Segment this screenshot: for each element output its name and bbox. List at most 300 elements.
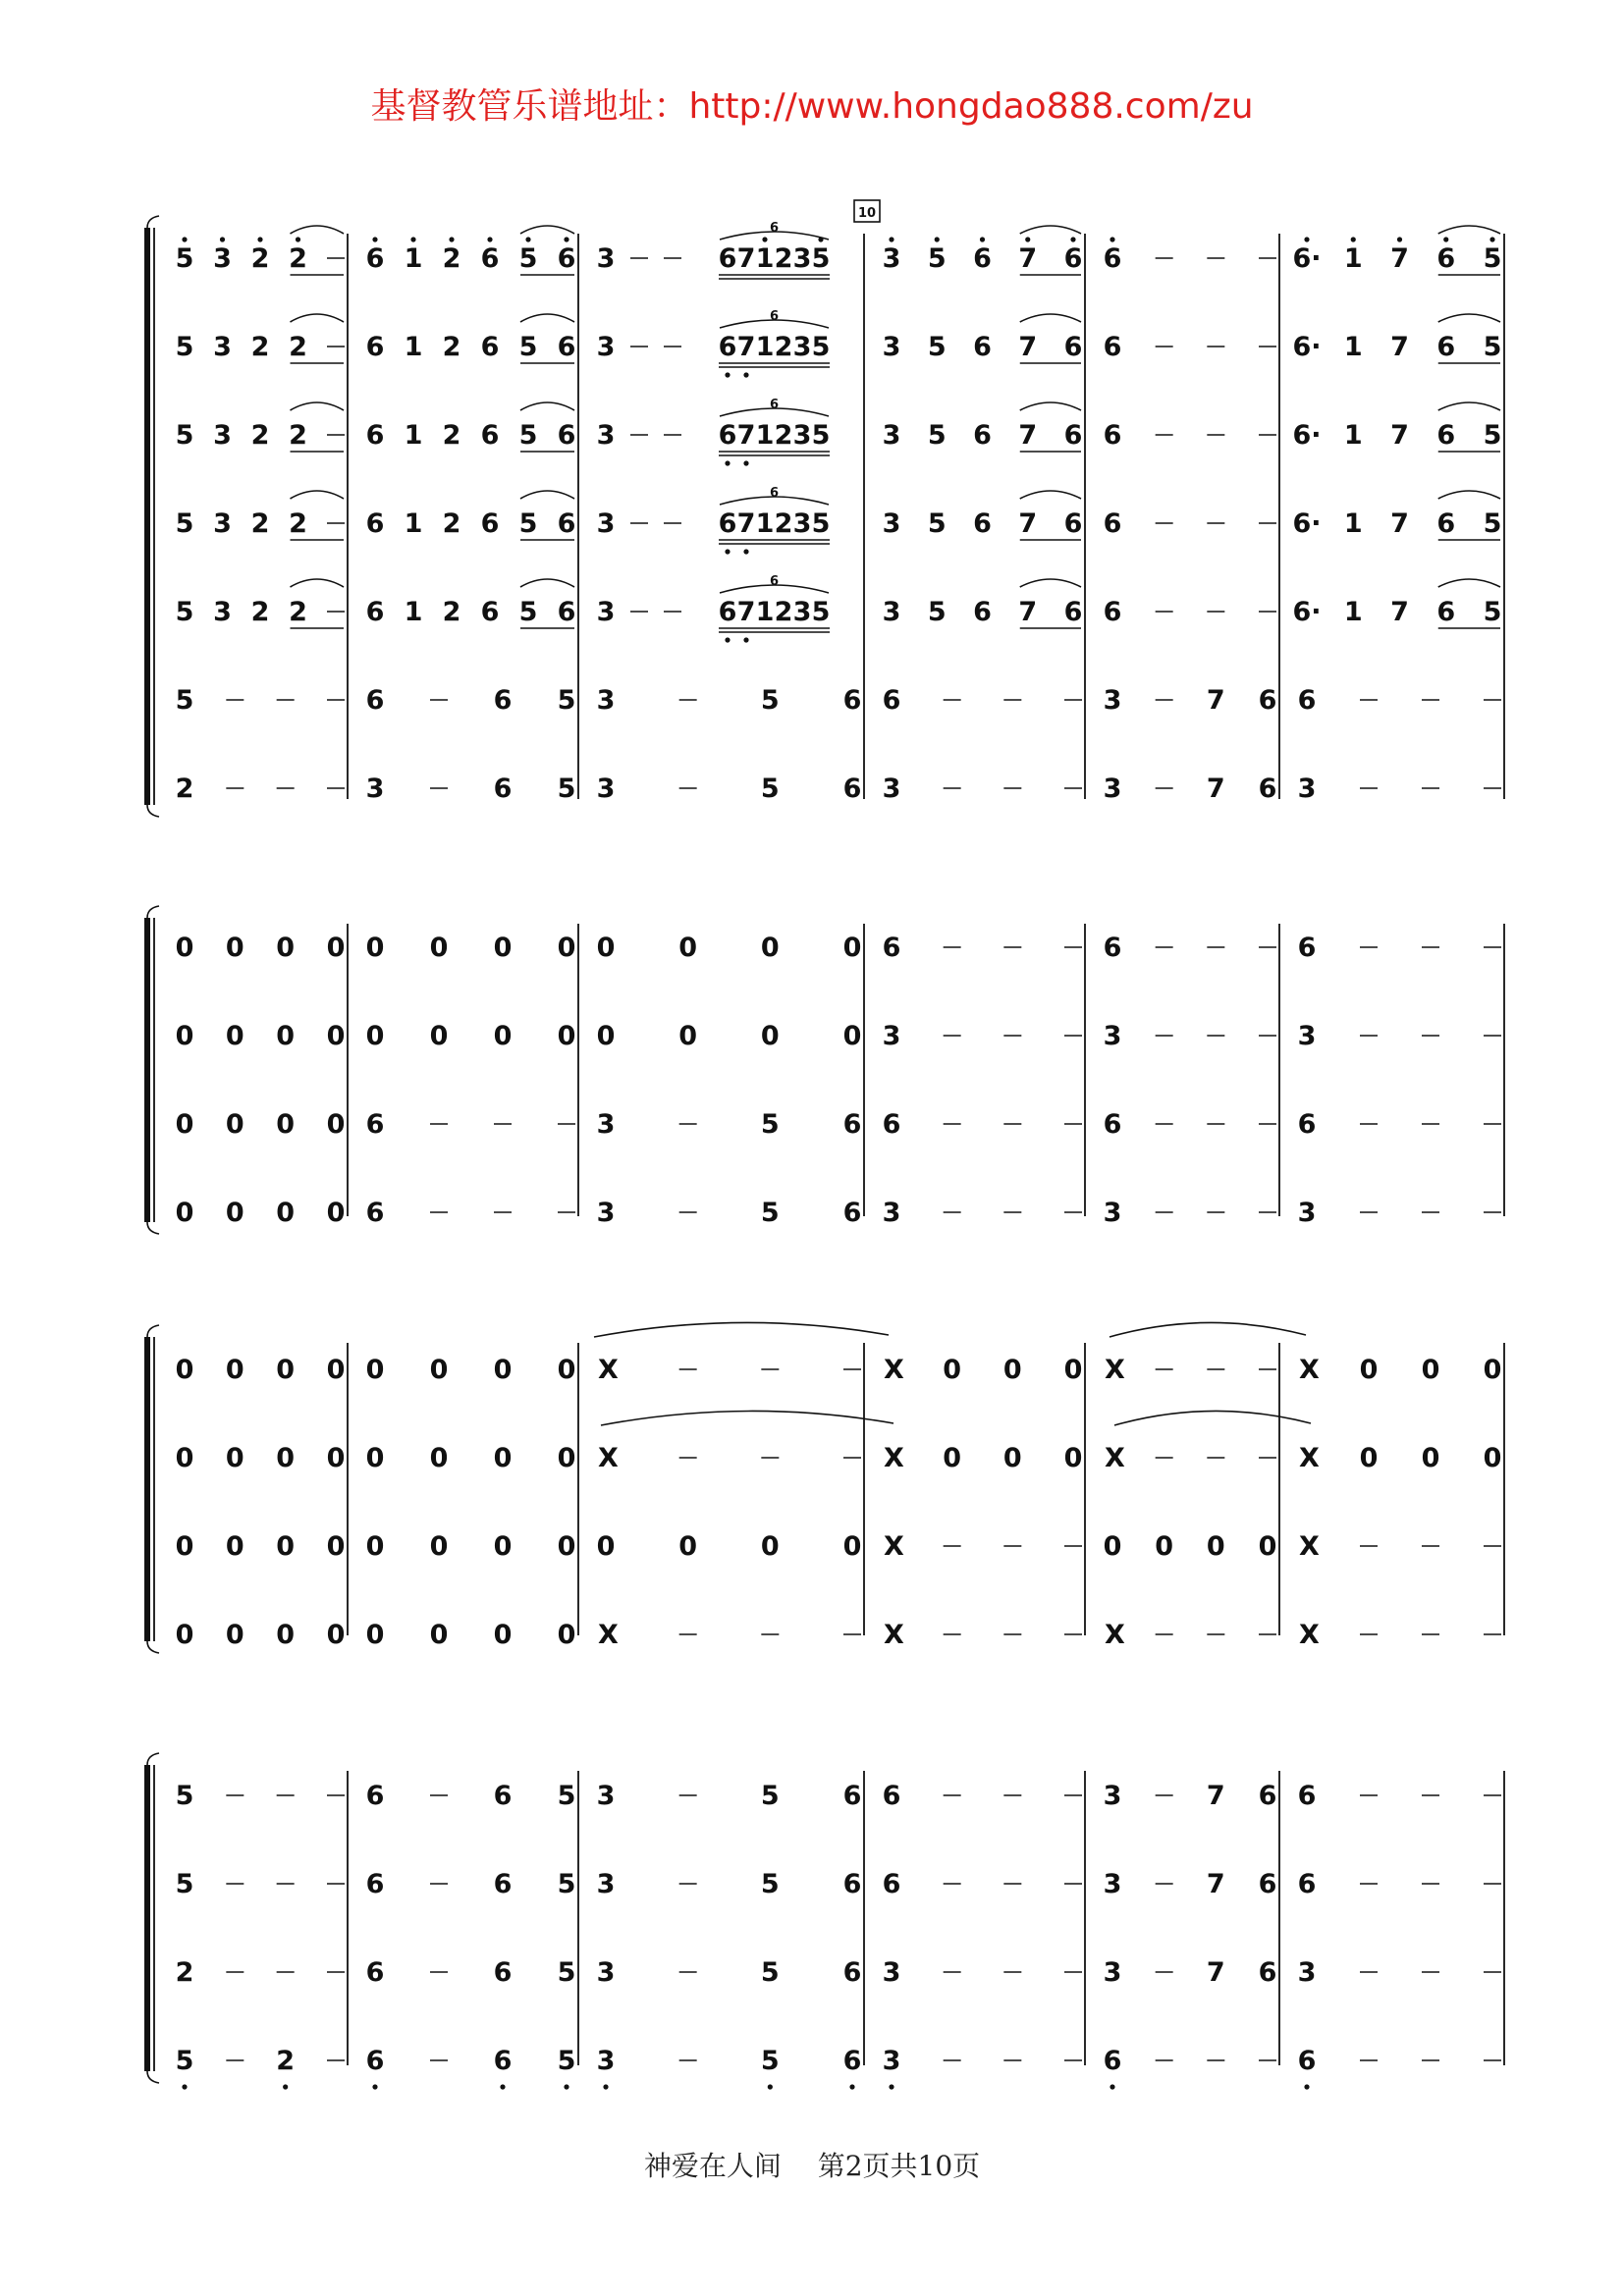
slur (1438, 579, 1500, 587)
measure (597, 1781, 862, 1811)
barlines (348, 1771, 1504, 2065)
note-digit: 6 (1258, 685, 1277, 716)
note-digit: 0 (365, 1620, 385, 1650)
slur (291, 491, 345, 499)
note-digit: 0 (225, 1109, 244, 1140)
note-digit: 7 (736, 332, 756, 362)
measure (176, 1957, 345, 1988)
note-digit: 5 (760, 1198, 780, 1228)
note-digit: 0 (175, 1198, 194, 1228)
slur (1438, 491, 1500, 499)
note-digit: 6 (718, 243, 737, 274)
staff-row (176, 1443, 1502, 1473)
note-digit: 0 (1483, 1355, 1502, 1385)
measure (176, 314, 345, 363)
note-digit: 0 (1063, 1443, 1083, 1473)
note-digit: 1 (404, 508, 423, 539)
note-digit: 6 (1103, 508, 1122, 539)
note-digit: 6 (557, 597, 576, 627)
note-digit: 0 (276, 933, 296, 963)
measure (597, 685, 862, 716)
note-digit: 0 (276, 1355, 296, 1385)
note-digit: 5 (1483, 508, 1502, 539)
note-digit: 0 (557, 1021, 576, 1051)
note-digit: 0 (175, 1109, 194, 1140)
measure (1104, 597, 1276, 627)
note-digit: 3 (596, 1957, 616, 1988)
system-3 (176, 1355, 1502, 1650)
percussion-x-note: X (1299, 1443, 1320, 1473)
note-digit: 1 (404, 597, 423, 627)
measure (176, 933, 346, 963)
note-digit: 5 (1483, 332, 1502, 362)
note-digit: 3 (596, 597, 616, 627)
measure (1298, 933, 1501, 963)
note-digit: 3 (792, 597, 812, 627)
note-digit: 2 (774, 243, 793, 274)
note-digit: 6 (365, 685, 385, 716)
measure (366, 1198, 575, 1228)
note-digit: 6 (365, 420, 385, 451)
note-digit: 6 (718, 508, 737, 539)
note-digit: 3 (882, 774, 901, 804)
measure (1298, 774, 1501, 804)
note-digit: 0 (557, 933, 576, 963)
note-digit: 6 (842, 774, 862, 804)
measure (883, 226, 1083, 275)
note-digit: 7 (1206, 1869, 1225, 1899)
note-digit: 0 (326, 1021, 346, 1051)
note-digit: 7 (1390, 332, 1409, 362)
note-digit: 3 (792, 332, 812, 362)
note-digit: 6 (480, 597, 500, 627)
measure (1298, 2046, 1501, 2090)
note-digit: 5 (557, 774, 576, 804)
staff-row (176, 1781, 1501, 1811)
note-digit: 2 (289, 332, 307, 362)
note-digit: 0 (225, 1620, 244, 1650)
note-digit: 6 (557, 420, 576, 451)
staff-row (176, 1869, 1501, 1899)
note-digit: 5 (811, 243, 831, 274)
note-digit: 0 (326, 1198, 346, 1228)
note-digit: 1 (755, 597, 775, 627)
note-digit: 7 (1018, 332, 1038, 362)
note-digit: 0 (175, 1531, 194, 1562)
note-digit: 5 (175, 508, 194, 539)
note-digit: 6 (718, 332, 737, 362)
note-digit: 2 (289, 420, 307, 451)
note-digit: 2 (289, 508, 307, 539)
note-digit: 6 (1436, 243, 1456, 274)
note-digit: 3 (596, 1781, 616, 1811)
note-digit: 0 (1421, 1355, 1440, 1385)
slur (520, 579, 574, 587)
measure (176, 1443, 346, 1473)
measure (884, 1443, 1082, 1473)
note-digit: 7 (736, 243, 756, 274)
staff-row (176, 774, 1501, 804)
staff-row (176, 1957, 1501, 1988)
note-digit: 7 (1206, 774, 1225, 804)
note-digit: 3 (1297, 1021, 1317, 1051)
measure (366, 579, 576, 628)
system-bracket (147, 1753, 159, 2083)
note-digit: 0 (175, 1021, 194, 1051)
note-digit: 0 (493, 1443, 513, 1473)
note-digit: 5 (557, 1781, 576, 1811)
note-digit: 0 (175, 1443, 194, 1473)
note-digit: 2 (774, 332, 793, 362)
tuplet-label: 6 (769, 486, 780, 501)
slur (520, 314, 574, 322)
note-digit: 5 (175, 420, 194, 451)
note-digit: 1 (755, 243, 775, 274)
note-digit: 6 (718, 597, 737, 627)
staff-row (176, 309, 1502, 378)
note-digit: 6· (1292, 420, 1322, 451)
note-digit: 5 (927, 508, 947, 539)
note-digit: 6 (1297, 685, 1317, 716)
measure (176, 1109, 346, 1140)
note-digit: 0 (557, 1531, 576, 1562)
note-digit: 0 (557, 1620, 576, 1650)
note-digit: 2 (774, 420, 793, 451)
note-digit: 0 (1155, 1531, 1174, 1562)
note-digit: 3 (882, 1198, 901, 1228)
measure (1104, 2046, 1276, 2090)
note-digit: 0 (1359, 1443, 1379, 1473)
slur (291, 314, 345, 322)
note-digit: 0 (1483, 1443, 1502, 1473)
song-title: 神爱在人间 (643, 2150, 782, 2182)
note-digit: 5 (760, 1957, 780, 1988)
staff-row (176, 221, 1502, 279)
note-digit: 6 (842, 2046, 862, 2076)
note-digit: 3 (882, 1957, 901, 1988)
system-1 (176, 221, 1502, 804)
measure (1292, 402, 1501, 452)
note-digit: 1 (404, 420, 423, 451)
note-digit: 0 (596, 933, 616, 963)
measure (883, 1198, 1082, 1228)
note-digit: 5 (175, 243, 194, 274)
note-digit: 6 (1063, 597, 1083, 627)
slur (1020, 314, 1081, 322)
note-digit: 6 (973, 508, 992, 539)
note-digit: 0 (365, 1021, 385, 1051)
measure (597, 1021, 862, 1051)
note-digit: 7 (736, 597, 756, 627)
measure (883, 1021, 1082, 1051)
note-digit: 6 (480, 332, 500, 362)
note-digit: 6 (842, 685, 862, 716)
note-digit: 7 (1018, 597, 1038, 627)
tuplet-label: 6 (769, 221, 780, 236)
note-digit: 5 (811, 332, 831, 362)
note-digit: 6 (973, 420, 992, 451)
note-digit: 0 (175, 1620, 194, 1650)
slur (1438, 402, 1500, 410)
note-digit: 0 (842, 933, 862, 963)
note-digit: 3 (1103, 685, 1122, 716)
slur (1020, 226, 1081, 234)
note-digit: 0 (1002, 1355, 1022, 1385)
note-digit: 6 (882, 933, 901, 963)
note-digit: 5 (760, 1109, 780, 1140)
note-digit: 0 (225, 1021, 244, 1051)
note-digit: 3 (213, 332, 232, 362)
note-digit: 2 (250, 332, 270, 362)
note-digit: 3 (792, 420, 812, 451)
note-digit: 0 (326, 1531, 346, 1562)
note-digit: 7 (1390, 420, 1409, 451)
note-digit: 0 (276, 1443, 296, 1473)
note-digit: 0 (276, 1109, 296, 1140)
measure (176, 1531, 346, 1562)
note-digit: 6· (1292, 243, 1322, 274)
note-digit: 0 (1421, 1443, 1440, 1473)
note-digit: 6 (365, 2046, 385, 2076)
note-digit: 3 (882, 2046, 901, 2076)
note-digit: 5 (1483, 597, 1502, 627)
note-digit: 6 (718, 420, 737, 451)
note-digit: 0 (596, 1021, 616, 1051)
note-digit: 0 (943, 1355, 962, 1385)
note-digit: 3 (1103, 1021, 1122, 1051)
note-digit: 6 (480, 243, 500, 274)
note-digit: 6 (1063, 508, 1083, 539)
measure (1298, 1869, 1501, 1899)
note-digit: 6 (1063, 243, 1083, 274)
measure (1104, 237, 1276, 274)
measure (884, 1531, 1082, 1562)
measure (176, 491, 345, 540)
measure (1298, 1109, 1501, 1140)
measure (597, 1869, 862, 1899)
note-digit: 0 (493, 933, 513, 963)
note-digit: 6 (1258, 1781, 1277, 1811)
note-digit: 3 (882, 420, 901, 451)
note-digit: 6 (365, 597, 385, 627)
note-digit: 6 (1436, 597, 1456, 627)
note-digit: 7 (1018, 508, 1038, 539)
note-digit: 6 (1297, 1869, 1317, 1899)
note-digit: 0 (365, 1355, 385, 1385)
note-digit: 6 (1063, 420, 1083, 451)
measure (366, 1021, 576, 1051)
note-digit: 2 (250, 420, 270, 451)
note-digit: 6 (493, 1869, 513, 1899)
measure (1104, 1781, 1277, 1811)
note-digit: 5 (518, 243, 538, 274)
measure (366, 491, 576, 540)
barlines (348, 1343, 1504, 1635)
measure (598, 1355, 861, 1385)
staff-row (176, 574, 1502, 643)
measure (1104, 1198, 1276, 1228)
measure (366, 1957, 576, 1988)
note-digit: 0 (943, 1443, 962, 1473)
note-digit: 1 (1343, 597, 1363, 627)
page-footer (0, 2145, 1624, 2184)
staff-row (176, 1620, 1501, 1650)
measure (1104, 933, 1276, 963)
measure (597, 2046, 862, 2090)
note-digit: 1 (1343, 332, 1363, 362)
note-digit: 6 (842, 1109, 862, 1140)
note-digit: 6 (973, 597, 992, 627)
note-digit: 6 (1436, 508, 1456, 539)
system-4 (176, 1781, 1501, 2090)
slur (1020, 491, 1081, 499)
note-digit: 7 (1390, 597, 1409, 627)
note-digit: 0 (1063, 1355, 1083, 1385)
note-digit: 3 (1103, 774, 1122, 804)
measure (883, 1869, 1082, 1899)
staff-row (176, 1355, 1502, 1385)
slur (520, 226, 574, 234)
measure (176, 1198, 346, 1228)
measure (176, 1620, 346, 1650)
note-digit: 5 (811, 597, 831, 627)
note-digit: 6 (1297, 1109, 1317, 1140)
measure (597, 1957, 862, 1988)
note-digit: 3 (1297, 774, 1317, 804)
note-digit: 5 (811, 508, 831, 539)
note-digit: 3 (596, 332, 616, 362)
note-digit: 3 (882, 243, 901, 274)
staff-row (176, 1109, 1501, 1140)
measure (1292, 491, 1501, 540)
note-digit: 3 (882, 508, 901, 539)
note-digit: 6 (1063, 332, 1083, 362)
note-digit: 6 (1103, 332, 1122, 362)
note-digit: 6 (365, 508, 385, 539)
note-digit: 5 (518, 332, 538, 362)
note-digit: 0 (276, 1531, 296, 1562)
note-digit: 3 (1103, 1198, 1122, 1228)
measure (366, 1620, 576, 1650)
note-digit: 6 (1258, 1869, 1277, 1899)
note-digit: 3 (882, 332, 901, 362)
measure (1104, 508, 1276, 539)
measure (1104, 1869, 1277, 1899)
note-digit: 2 (250, 597, 270, 627)
note-digit: 3 (1103, 1957, 1122, 1988)
measure (883, 1781, 1082, 1811)
measure (176, 226, 345, 275)
measure (597, 1109, 862, 1140)
note-digit: 6 (1103, 243, 1122, 274)
measure (883, 402, 1083, 452)
percussion-x-note: X (1105, 1620, 1125, 1650)
note-digit: 0 (1103, 1531, 1122, 1562)
measure (1104, 1957, 1277, 1988)
note-digit: 3 (213, 420, 232, 451)
note-digit: 0 (225, 1198, 244, 1228)
measure (883, 1109, 1082, 1140)
note-digit: 1 (755, 508, 775, 539)
page-number: 第2页共10页 (817, 2150, 981, 2182)
note-digit: 0 (760, 1531, 780, 1562)
note-digit: 3 (792, 243, 812, 274)
measure (1299, 1355, 1501, 1385)
measure (176, 1781, 345, 1811)
measure (1105, 1620, 1276, 1650)
note-digit: 0 (596, 1531, 616, 1562)
note-digit: 5 (175, 597, 194, 627)
note-digit: 5 (557, 1957, 576, 1988)
note-digit: 0 (429, 1443, 449, 1473)
note-digit: 7 (1018, 420, 1038, 451)
percussion-x-note: X (884, 1531, 904, 1562)
note-digit: 6 (842, 1869, 862, 1899)
note-digit: 0 (326, 1443, 346, 1473)
note-digit: 5 (760, 2046, 780, 2076)
note-digit: 6 (1103, 2046, 1122, 2076)
tuplet-label: 6 (769, 309, 780, 324)
measure (366, 1781, 576, 1811)
note-digit: 0 (429, 1531, 449, 1562)
note-digit: 1 (755, 332, 775, 362)
measure (597, 309, 831, 378)
measure (176, 2046, 345, 2090)
note-digit: 0 (842, 1531, 862, 1562)
note-digit: 5 (175, 2046, 194, 2076)
measure (1292, 226, 1501, 275)
note-digit: 5 (1483, 243, 1502, 274)
percussion-x-note: X (884, 1443, 904, 1473)
measure (1298, 685, 1501, 716)
note-digit: 1 (404, 243, 423, 274)
percussion-x-note: X (1105, 1355, 1125, 1385)
measure (598, 1443, 861, 1473)
measure (1104, 332, 1276, 362)
slur (291, 579, 345, 587)
measure (1299, 1443, 1501, 1473)
slur (291, 226, 345, 234)
measure (883, 1957, 1082, 1988)
measure (176, 774, 345, 804)
measure (1105, 1355, 1276, 1385)
staff-row (176, 1021, 1501, 1051)
note-digit: 6 (882, 1781, 901, 1811)
measure (884, 1355, 1082, 1385)
measure (366, 933, 576, 963)
note-digit: 6 (1258, 1957, 1277, 1988)
measure (1298, 1781, 1501, 1811)
note-digit: 6 (882, 1109, 901, 1140)
measure (366, 685, 576, 716)
note-digit: 2 (250, 508, 270, 539)
note-digit: 6 (882, 1869, 901, 1899)
note-digit: 6 (493, 2046, 513, 2076)
note-digit: 3 (365, 774, 385, 804)
note-digit: 3 (1103, 1781, 1122, 1811)
measure (366, 314, 576, 363)
note-digit: 3 (596, 420, 616, 451)
slur (520, 491, 574, 499)
percussion-x-note: X (1105, 1443, 1125, 1473)
measure (883, 774, 1082, 804)
measure (176, 685, 345, 716)
note-digit: 6 (973, 332, 992, 362)
measure (597, 1198, 862, 1228)
measure (366, 1869, 576, 1899)
note-digit: 0 (365, 933, 385, 963)
note-digit: 0 (1002, 1443, 1022, 1473)
